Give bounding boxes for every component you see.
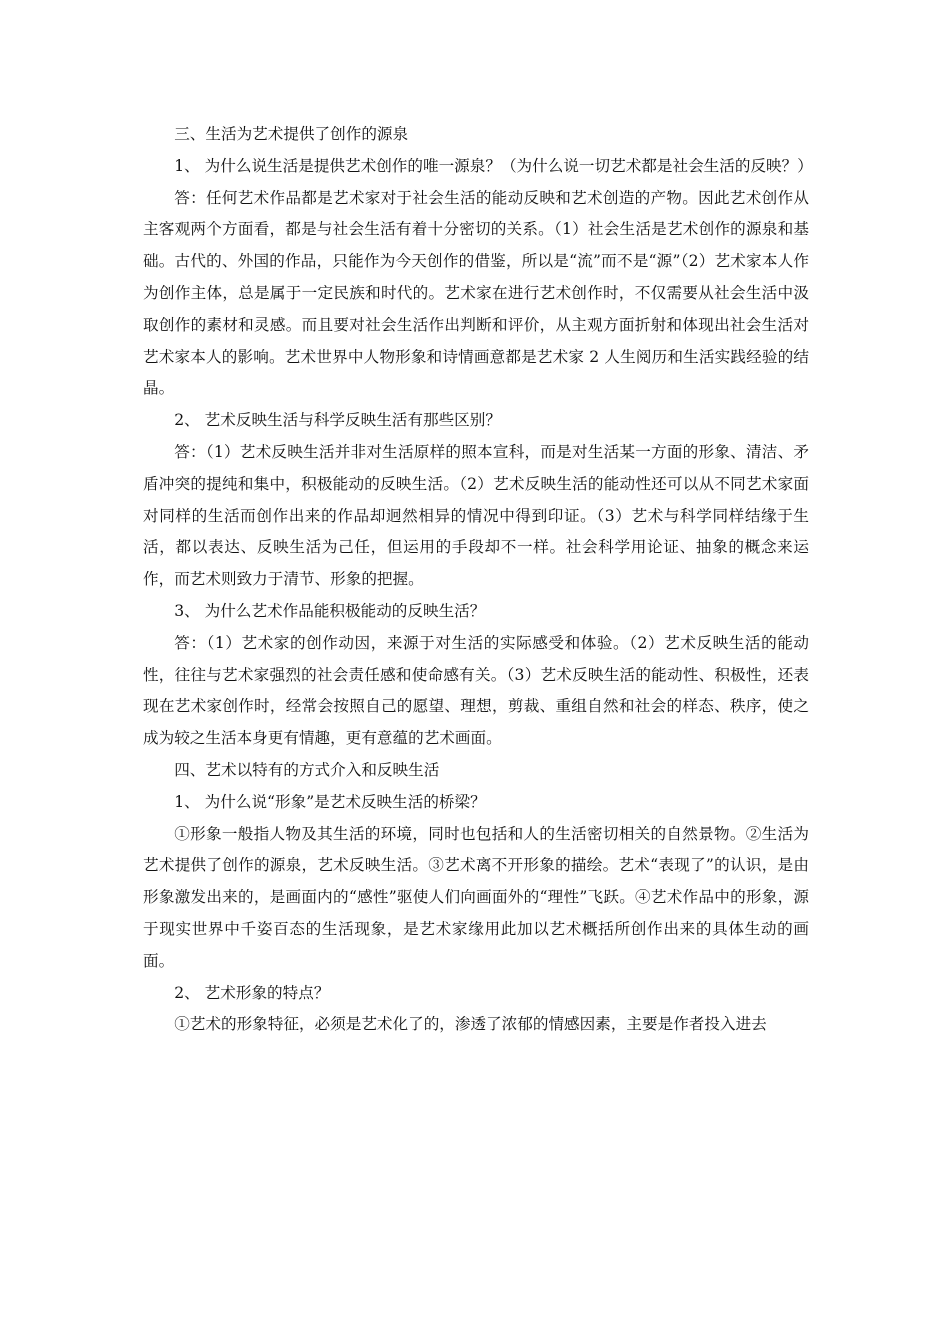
answer-4-1: ①形象一般指人物及其生活的环境，同时也包括和人的生活密切相关的自然景物。②生活为艺术提供了创作的源泉，艺术反映生活。③艺术离不开形象的描绘。艺术“表现了”的认识，是由形象激发出来的，是画面内的“感性”驱使人们向画面外的“理性”飞跃。④艺术作品中的形象，源于现实世界中千姿百态的生活现象，是艺术家缘用此加以艺术概括所创作出来的具体生动的画面。	[143, 824, 809, 970]
question-2: 2、 艺术反映生活与科学反映生活有那些区别？	[174, 411, 501, 430]
answer-1: 答：任何艺术作品都是艺术家对于社会生活的能动反映和艺术创造的产物。因此艺术创作从主客观两个方面看，都是与社会生活有着十分密切的关系。（1）社会生活是艺术创作的源泉和基础。古代的、外国的作品，只能作为今天创作的借鉴，所以是“流”而不是“源”（2）艺术家本人作为创作主体，总是属于一定民族和时代的。艺术家在进行艺术创作时，不仅需要从社会生活中汲取创作的素材和灵感。而且要对社会生活作出判断和评价，从主观方面折射和体现出社会生活对艺术家本人的影响。艺术世界中人物形象和诗情画意都是艺术家 2 人生阅历和生活实践经验的结晶。	[143, 188, 809, 398]
answer-4-2: ①艺术的形象特征，必须是艺术化了的，渗透了浓郁的情感因素，主要是作者投入进去	[174, 1015, 767, 1034]
question-4-2: 2、 艺术形象的特点？	[174, 983, 330, 1002]
section-heading-3: 三、生活为艺术提供了创作的源泉	[174, 125, 409, 143]
answer-2: 答：（1）艺术反映生活并非对生活原样的照本宣科，而是对生活某一方面的形象、清洁、矛盾冲突的提纯和集中，积极能动的反映生活。（2）艺术反映生活的能动性还可以从不同艺术家面对同样的生活而创作出来的作品却迥然相异的情况中得到印证。（3）艺术与科学同样结缘于生活，都以表达、反映生活为己任，但运用的手段却不一样。社会科学用论证、抽象的概念来运作，而艺术则致力于清节、形象的把握。	[143, 442, 809, 589]
section-heading-4: 四、艺术以特有的方式介入和反映生活	[174, 760, 440, 779]
document-body	[143, 119, 813, 1041]
answer-3: 答：（1）艺术家的创作动因，来源于对生活的实际感受和体验。（2）艺术反映生活的能动性，往往与艺术家强烈的社会责任感和使命感有关。（3）艺术反映生活的能动性、积极性，还表现在艺术家创作时，经常会按照自己的愿望、理想，剪裁、重组自然和社会的样态、秩序，使之成为较之生活本身更有情趣，更有意蕴的艺术画面。	[143, 633, 809, 748]
question-4-1: 1、 为什么说“形象”是艺术反映生活的桥梁？	[174, 792, 486, 811]
question-1: 1、 为什么说生活是提供艺术创作的唯一源泉？（为什么说一切艺术都是社会生活的反映？）	[174, 156, 813, 175]
question-3: 3、 为什么艺术作品能积极能动的反映生活？	[174, 601, 486, 620]
